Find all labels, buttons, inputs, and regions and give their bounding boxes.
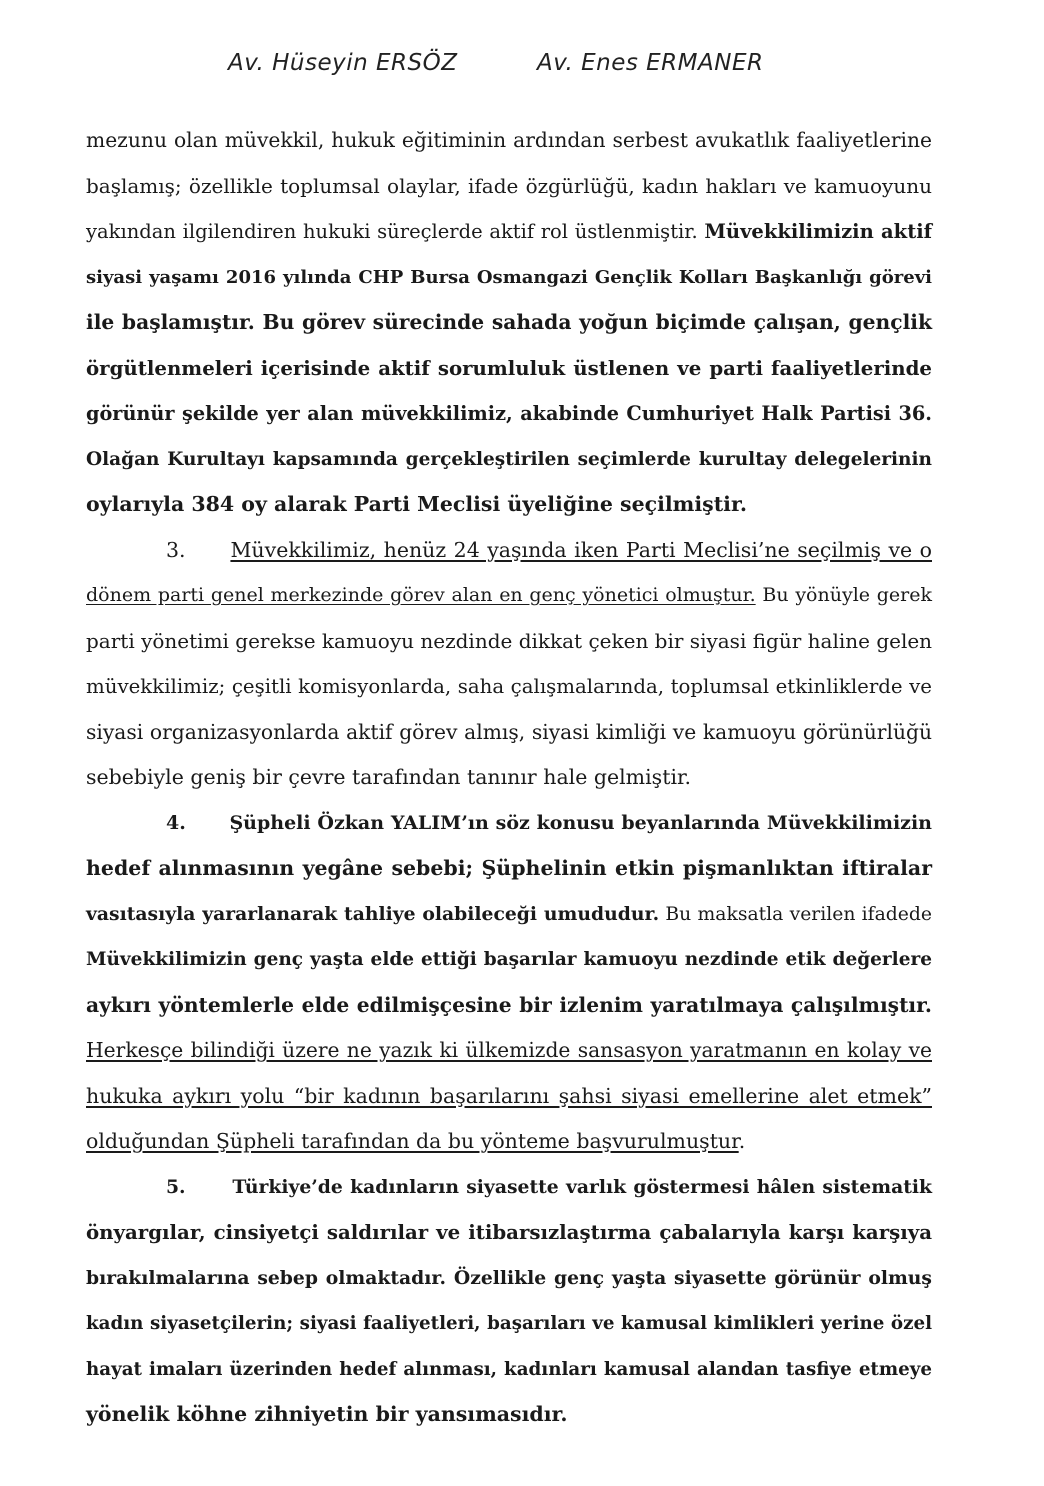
text-span: Bu yönüyle gerek	[755, 584, 932, 606]
text-line	[86, 983, 932, 1029]
bold-span: siyasi yaşamı 2016 yılında CHP Bursa Osmangazi Gençlik Kolları Başkanlığı görevi	[86, 266, 932, 288]
underlined-span: Müvekkilimiz, henüz 24 yaşında iken Parti Meclisi’ne seçilmiş ve o	[230, 537, 932, 562]
text-line: başlamış; özellikle toplumsal olaylar, ifade özgürlüğü, kadın hakları ve kamuoyunu	[86, 173, 932, 198]
text-line	[86, 1210, 932, 1256]
letterhead	[0, 50, 1044, 86]
bold-span: Şüpheli Özkan YALIM’ın söz konusu beyanlarında Müvekkilimizin	[229, 811, 932, 834]
underlined-span: olduğundan Şüpheli tarafından da bu yönteme başvurulmuştur	[86, 1129, 739, 1153]
underlined-span: Herkesçe bilindiği üzere ne yazık ki ülkemizde sansasyon yaratmanın en kolay ve	[86, 1038, 932, 1062]
bold-span: yönelik köhne zihniyetin bir yansımasıdır.	[86, 1402, 568, 1426]
bold-span: görünür şekilde yer alan müvekkilimiz, akabinde Cumhuriyet Halk Partisi 36.	[86, 402, 932, 425]
bold-span: Türkiye’de kadınların siyasette varlık göstermesi hâlen sistematik	[232, 1175, 932, 1198]
text-line: sebebiyle geniş bir çevre tarafından tanınır hale gelmiştir.	[86, 765, 692, 789]
lawyer-name-1: Av. Hüseyin ERSÖZ	[228, 50, 458, 76]
text-line	[86, 209, 932, 255]
text-span: .	[738, 1129, 746, 1153]
text-line	[86, 892, 932, 938]
bold-span: Müvekkilimizin aktif	[704, 220, 932, 243]
bold-span: önyargılar, cinsiyetçi saldırılar ve itibarsızlaştırma çabalarıyla karşı karşıya	[86, 1220, 932, 1244]
lawyer-name-2: Av. Enes ERMANER	[537, 50, 764, 76]
text-line	[86, 300, 932, 346]
paragraph-number: 3.	[166, 537, 186, 562]
bold-span: kadın siyasetçilerin; siyasi faaliyetleri, başarıları ve kamusal kimlikleri yerine özel	[86, 1313, 932, 1334]
text-line: parti yönetimi gerekse kamuoyu nezdinde dikkat çeken bir siyasi figür haline gelen	[86, 628, 933, 653]
bold-span: ile başlamıştır. Bu görev sürecinde sahada yoğun biçimde çalışan, gençlik	[86, 310, 932, 334]
underlined-span: hukuka aykırı yolu “bir kadının başarılarını şahsi siyasi emellerine alet etmek”	[86, 1083, 932, 1108]
bold-span: oylarıyla 384 oy alarak Parti Meclisi üyeliğine seçilmiştir.	[86, 492, 748, 516]
paragraph-number: 4.	[166, 811, 186, 834]
paragraph-5	[86, 1165, 932, 1438]
text-line	[86, 801, 932, 847]
paragraph-4	[86, 801, 932, 1165]
paragraph-3	[86, 528, 932, 801]
text-line	[86, 255, 932, 301]
text-line	[86, 437, 932, 483]
bold-span: aykırı yöntemlerle elde edilmişçesine bir izlenim yaratılmaya çalışılmıştır.	[86, 992, 932, 1017]
text-line	[86, 846, 932, 892]
text-span: Bu maksatla verilen ifadede	[659, 903, 932, 925]
text-line: müvekkilimiz; çeşitli komisyonlarda, saha çalışmalarında, toplumsal etkinliklerde ve	[86, 675, 932, 698]
text-span: yakından ilgilendiren hukuki süreçlerde aktif rol üstlenmiştir.	[86, 220, 705, 243]
text-line	[86, 1165, 932, 1211]
text-line	[86, 937, 932, 983]
text-line	[86, 1256, 932, 1302]
text-line	[86, 391, 932, 437]
paragraph-number: 5.	[166, 1175, 186, 1198]
bold-span: Olağan Kurultayı kapsamında gerçekleştirilen seçimlerde kurultay delegelerinin	[86, 448, 932, 470]
bold-span: hayat imaları üzerinden hedef alınması, kadınları kamusal alandan tasfiye etmeye	[86, 1358, 932, 1380]
text-line	[86, 1074, 932, 1120]
text-line	[86, 1301, 932, 1347]
text-line: mezunu olan müvekkil, hukuk eğitiminin ardından serbest avukatlık faaliyetlerine	[86, 128, 932, 152]
text-line	[86, 482, 932, 528]
text-line	[86, 528, 932, 574]
bold-span: vasıtasıyla yararlanarak tahliye olabileceği umududur.	[86, 902, 660, 925]
text-line	[86, 1392, 932, 1438]
text-line	[86, 346, 932, 392]
text-line	[86, 1119, 932, 1165]
underlined-span: dönem parti genel merkezinde görev alan en genç yönetici olmuştur.	[86, 584, 756, 606]
paragraph-2-continued	[86, 118, 932, 528]
text-line	[86, 573, 932, 619]
document-body	[86, 118, 932, 1438]
bold-span: Müvekkilimizin genç yaşta elde ettiği başarılar kamuoyu nezdinde etik değerlere	[86, 949, 932, 970]
bold-span: örgütlenmeleri içerisinde aktif sorumluluk üstlenen ve parti faaliyetlerinde	[86, 355, 932, 380]
bold-span: hedef alınmasının yegâne sebebi; Şüphelinin etkin pişmanlıktan iftiralar	[86, 856, 932, 880]
text-line	[86, 1347, 932, 1393]
bold-span: bırakılmalarına sebep olmaktadır. Özellikle genç yaşta siyasette görünür olmuş	[86, 1266, 932, 1289]
text-line: siyasi organizasyonlarda aktif görev almış, siyasi kimliği ve kamuoyu görünürlüğü	[86, 719, 932, 744]
text-line	[86, 1028, 932, 1074]
